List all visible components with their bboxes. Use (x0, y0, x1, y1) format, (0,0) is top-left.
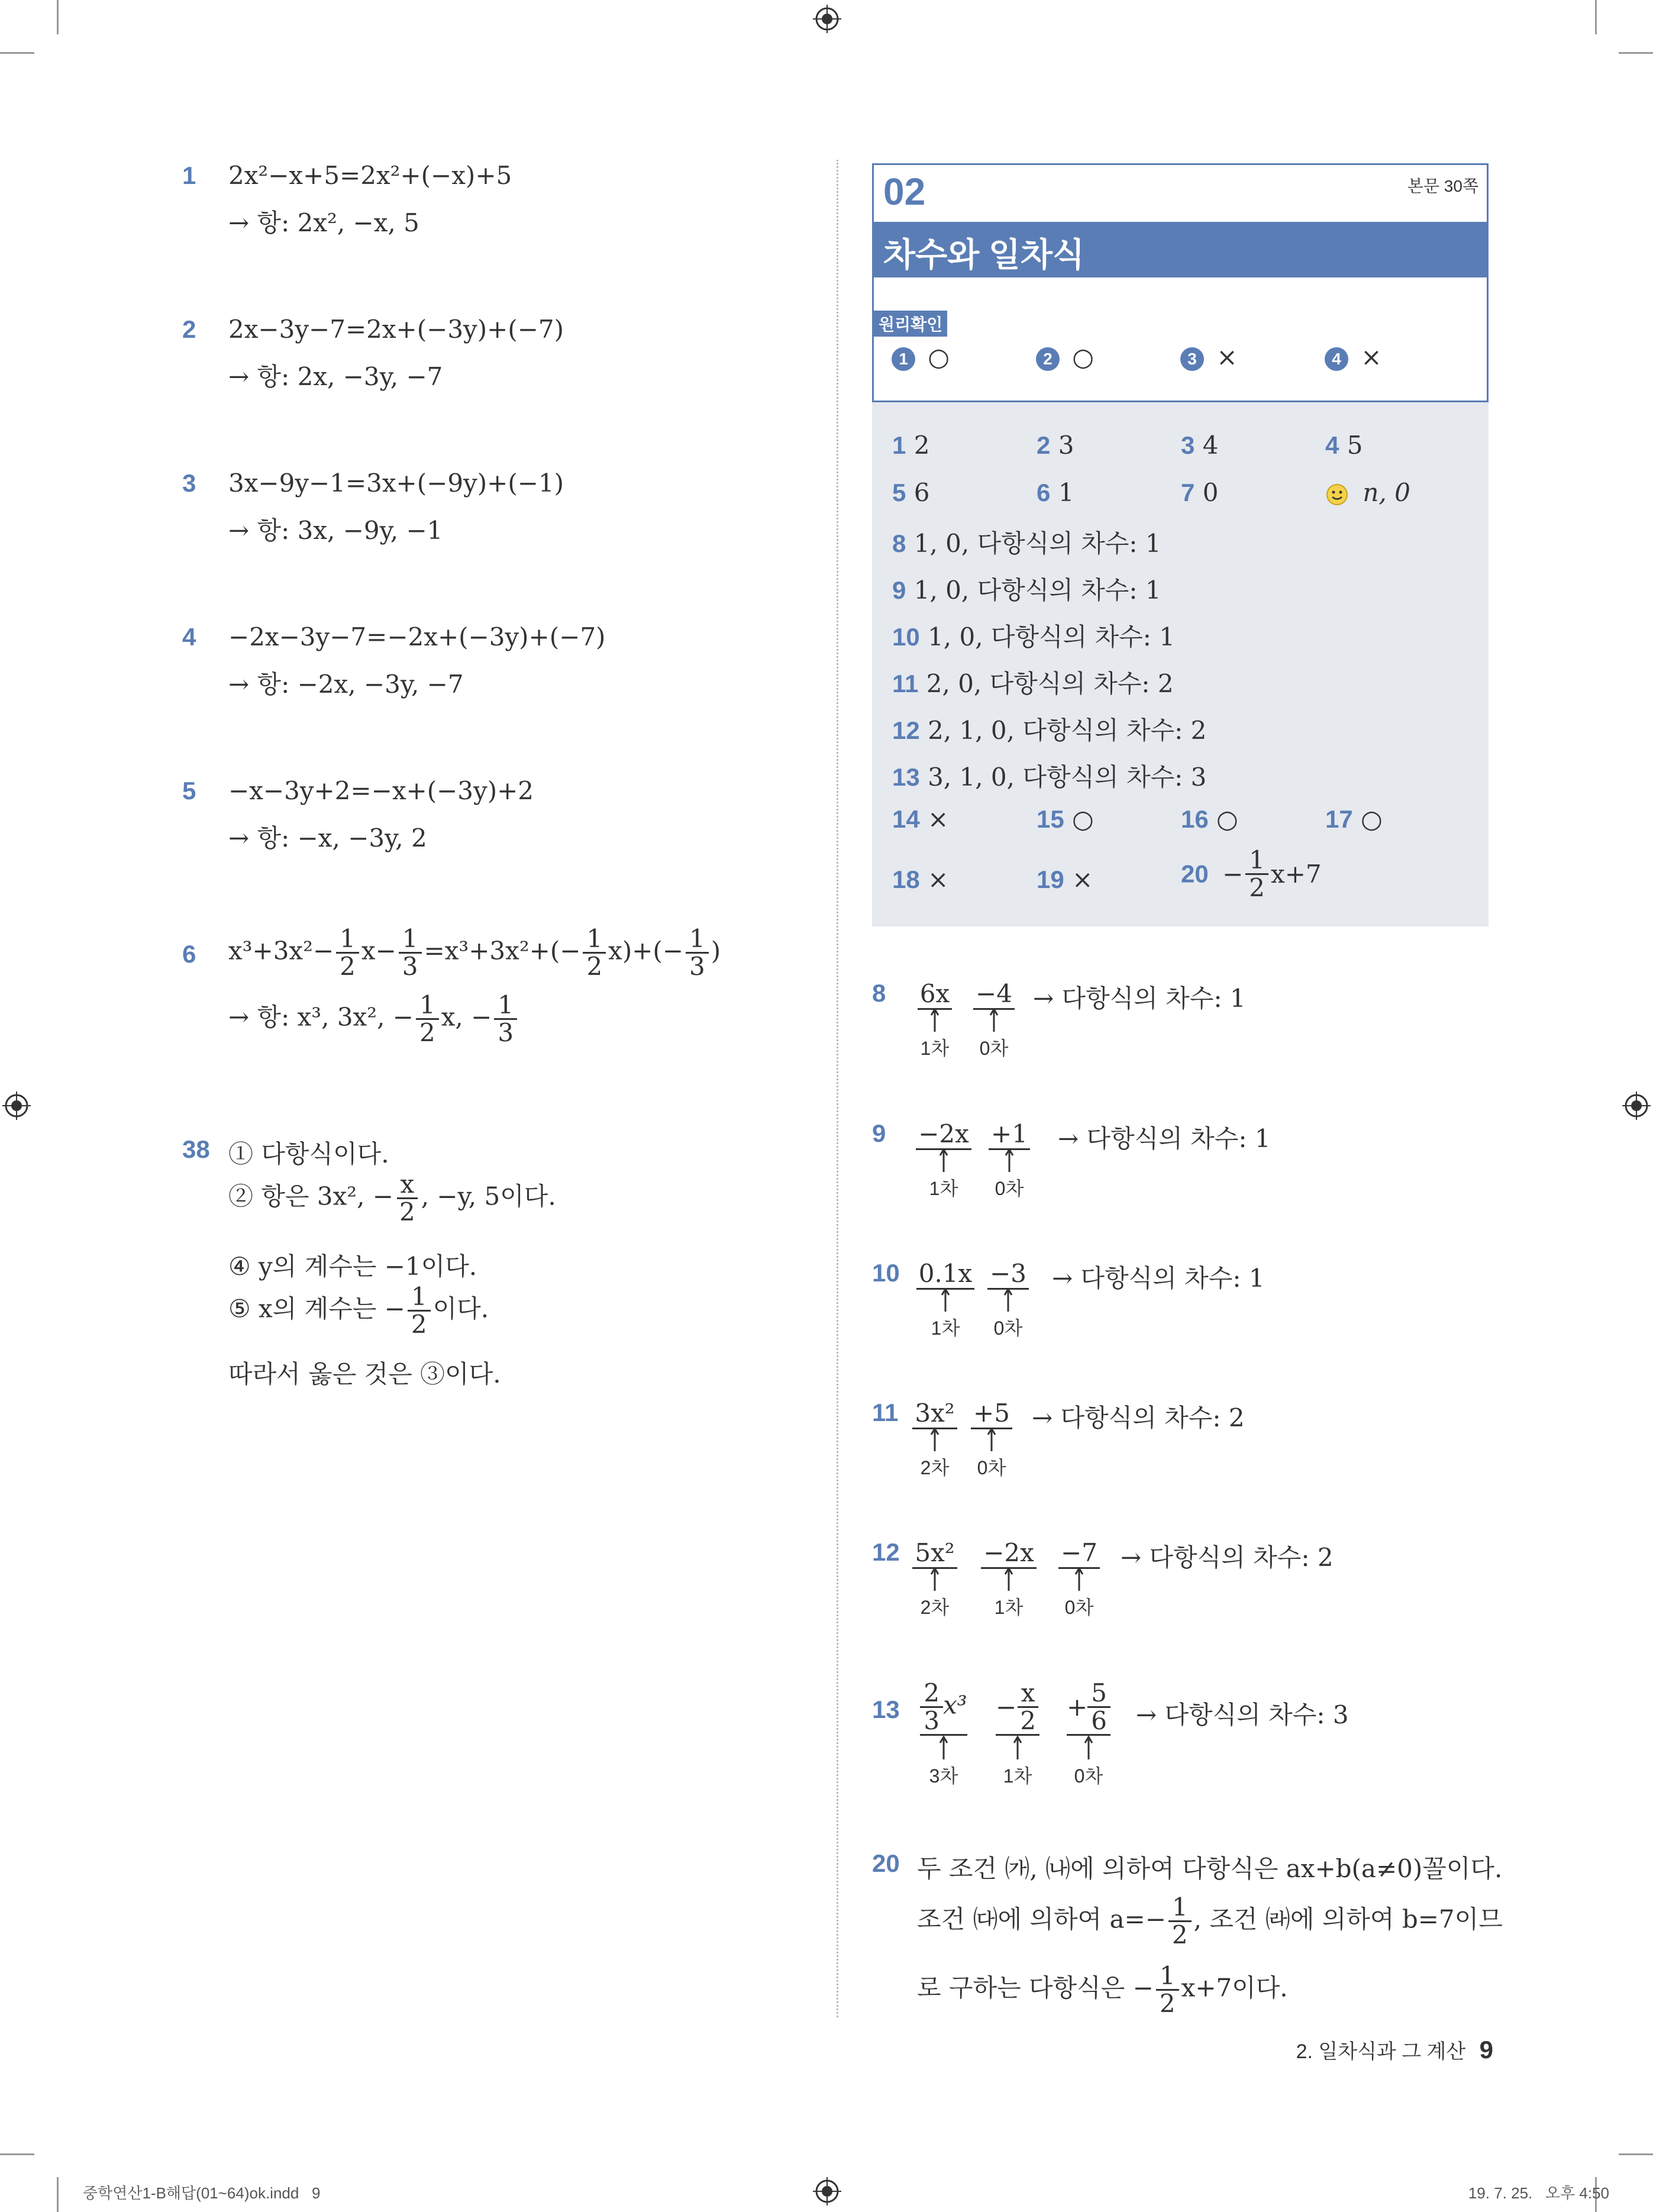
term: −7 0차 (1055, 1538, 1103, 1620)
equation: 2x−3y−7=2x+(−3y)+(−7) (228, 315, 564, 344)
equation: −2x−3y−7=−2x+(−3y)+(−7) (228, 622, 606, 651)
check-item (892, 343, 950, 372)
equation (228, 926, 721, 980)
term: −3 0차 (984, 1259, 1032, 1341)
numerator: 1 (416, 992, 439, 1020)
line-answer: 10 1, 0, 다항식의 차수: 1 (892, 622, 1175, 651)
equation: 3x−9y−1=3x+(−9y)+(−1) (228, 469, 564, 498)
term: $\frac{2}{3}$ x³ 3차 (911, 1680, 976, 1788)
result: → 다항식의 차수: 2 (1032, 1403, 1245, 1432)
denominator: 2 (411, 1310, 427, 1339)
terms-line: → 항: −2x, −3y, −7 (228, 670, 464, 699)
ox-answer: 15 ○ (1037, 805, 1094, 834)
arrow-up-icon (986, 1428, 997, 1451)
numerator: 1 (399, 926, 422, 954)
equation-part: =x³+3x²+(− (424, 936, 581, 965)
denominator: 3 (498, 1018, 514, 1048)
explanation-line: 로 구하는 다항식은 − $\frac{1}{2}$ x+7이다. (917, 1961, 1288, 2019)
explanation-number: 10 (872, 1259, 900, 1287)
answer-3 (182, 469, 564, 545)
fraction (416, 992, 439, 1046)
term: −2x 1차 (976, 1538, 1041, 1620)
denominator: 3 (689, 952, 705, 981)
denominator: 2 (340, 952, 356, 981)
denominator: 2 (419, 1018, 435, 1048)
registration-mark-icon (813, 2177, 841, 2205)
explanation-line: ④ y의 계수는 −1이다. (228, 1252, 477, 1281)
equation-part: x)+(− (608, 936, 684, 965)
term: +1 0차 (986, 1119, 1033, 1201)
answer-38 (182, 1135, 556, 1388)
term: 3x² 2차 (911, 1399, 958, 1480)
answer-number: 2 (182, 315, 196, 343)
denominator: 3 (402, 952, 418, 981)
grid-answer: 4 5 (1325, 431, 1363, 460)
equation: −x−3y+2=−x+(−3y)+2 (228, 776, 534, 805)
file-info: 중학연산1-B해답(01~64)ok.indd 9 (83, 2184, 321, 2202)
numerator: x (397, 1171, 418, 1199)
grid-answer: 5 6 (892, 478, 930, 507)
result: → 다항식의 차수: 1 (1058, 1124, 1271, 1153)
term: 0.1x 1차 (916, 1259, 975, 1341)
result: → 다항식의 차수: 3 (1136, 1700, 1349, 1729)
grid-answer: n, 0 (1325, 478, 1410, 507)
arrow-up-icon (988, 1008, 1000, 1032)
arrow-up-icon (1012, 1736, 1024, 1759)
circled-number-icon: 2 (1036, 347, 1060, 371)
numerator: 1 (336, 926, 359, 954)
answer-4 (182, 622, 606, 699)
terms-line: → 항: 3x, −9y, −1 (228, 516, 443, 545)
term: 5x² 2차 (911, 1538, 958, 1620)
answer-number: 3 (182, 469, 196, 497)
answer-2 (182, 315, 564, 391)
explanation-13 (872, 1680, 1487, 1798)
line-answer: 12 2, 1, 0, 다항식의 차수: 2 (892, 716, 1207, 745)
numerator: 1 (408, 1284, 431, 1312)
explanation-10 (872, 1259, 1487, 1348)
explanation-number: 20 (872, 1849, 900, 1877)
fraction (1156, 1963, 1179, 2017)
check-mark: ○ (928, 343, 950, 372)
terms-part: → 항: x³, 3x², − (228, 1002, 414, 1032)
numerator: 1 (1245, 847, 1268, 875)
check-mark: × (1216, 343, 1238, 372)
circled-number-icon: 1 (892, 347, 915, 371)
section-number: 02 (883, 170, 926, 213)
ox-answer: 19 × (1037, 865, 1093, 894)
answer-number: 38 (182, 1135, 210, 1163)
smiley-icon (1325, 483, 1349, 506)
ox-answer: 18 × (892, 865, 949, 894)
denominator: 2 (1171, 1920, 1188, 1950)
arrow-up-icon (1083, 1736, 1095, 1759)
section-box (872, 163, 1489, 402)
ox-answer: 17 ○ (1325, 805, 1383, 834)
equation-part: ) (711, 936, 721, 965)
concept-check-badge: 원리확인 (874, 311, 947, 337)
print-timestamp: 19. 7. 25. 오후 4:50 (1468, 2184, 1609, 2202)
section-title: 차수와 일차식 (883, 236, 1085, 273)
denominator: 2 (1249, 873, 1265, 903)
check-row (892, 343, 1483, 378)
check-item (1325, 343, 1382, 372)
explanation-line (228, 1284, 489, 1338)
explanation-number: 11 (872, 1399, 899, 1426)
arrow-up-icon (940, 1288, 951, 1312)
answer-5 (182, 776, 534, 852)
text-part: , −y, 5이다. (421, 1181, 556, 1211)
answer-20: 20 − $\frac{1}{2}$ x+7 (1181, 845, 1322, 903)
arrow-up-icon (1003, 1567, 1015, 1591)
explanation-number: 12 (872, 1538, 900, 1566)
numerator: 1 (1156, 1963, 1179, 1991)
denominator: 2 (1159, 1989, 1176, 2019)
arrow-up-icon (938, 1736, 950, 1759)
page-reference: 본문 30쪽 (1407, 177, 1478, 195)
grid-answer: 1 2 (892, 431, 930, 460)
term: −4 0차 (970, 979, 1018, 1061)
term: − $\frac{x}{2}$ 1차 (988, 1680, 1047, 1788)
answer-number: 1 (182, 162, 196, 189)
terms-line (228, 992, 519, 1046)
line-answer: 11 2, 0, 다항식의 차수: 2 (892, 669, 1174, 698)
numerator: 1 (1168, 1894, 1192, 1922)
text-part: 이다. (432, 1294, 489, 1323)
explanation-line: ① 다항식이다. (228, 1139, 389, 1168)
numerator: 1 (583, 926, 606, 954)
denominator: 2 (586, 952, 603, 981)
arrow-up-icon (1073, 1567, 1085, 1591)
text-part: ⑤ x의 계수는 − (228, 1294, 405, 1323)
arrow-up-icon (929, 1008, 941, 1032)
result: → 다항식의 차수: 2 (1121, 1543, 1334, 1572)
answer-number: 5 (182, 777, 196, 805)
arrow-up-icon (938, 1148, 950, 1172)
column-divider (837, 160, 838, 2017)
explanation-line: 따라서 옳은 것은 ③이다. (228, 1360, 501, 1388)
explanation-12 (872, 1538, 1487, 1627)
ox-answer: 16 ○ (1181, 805, 1238, 834)
explanation-number: 9 (872, 1119, 886, 1147)
fraction (1168, 1894, 1192, 1948)
registration-mark-icon (2, 1092, 31, 1120)
fraction (399, 926, 422, 980)
explanation-number: 8 (872, 979, 886, 1007)
terms-line: → 항: 2x, −3y, −7 (228, 362, 443, 391)
explanation-line: 두 조건 ㈎, ㈏에 의하여 다항식은 ax+b(a≠0)꼴이다. (917, 1854, 1503, 1883)
line-answer: 9 1, 0, 다항식의 차수: 1 (892, 576, 1161, 605)
grid-answer: 6 1 (1037, 478, 1074, 507)
equation-part: x³+3x²− (228, 936, 334, 965)
check-item (1036, 343, 1094, 372)
grid-answer: 3 4 (1181, 431, 1219, 460)
equation: 2x²−x+5=2x²+(−x)+5 (228, 161, 512, 190)
check-item (1180, 343, 1238, 372)
terms-line: → 항: 2x², −x, 5 (228, 208, 419, 237)
terms-part: x, − (441, 1002, 492, 1032)
explanation-number: 13 (872, 1696, 900, 1723)
grid-answer: 2 3 (1037, 431, 1074, 460)
answer-1 (182, 161, 512, 237)
registration-mark-icon (1622, 1092, 1651, 1120)
chapter-footer (1296, 2035, 1493, 2064)
fraction (583, 926, 606, 980)
page-number: 9 (1479, 2036, 1493, 2064)
line-answer: 13 3, 1, 0, 다항식의 차수: 3 (892, 763, 1207, 792)
terms-line: → 항: −x, −3y, 2 (228, 824, 427, 852)
grid-answer: 7 0 (1181, 478, 1219, 507)
explanation-line: 조건 ㈐에 의하여 a=− $\frac{1}{2}$ , 조건 ㈑에 의하여 b=7이므 (917, 1893, 1503, 1950)
check-mark: × (1361, 343, 1382, 372)
result: → 다항식의 차수: 1 (1033, 984, 1246, 1013)
term: +5 0차 (968, 1399, 1015, 1480)
answer-number: 6 (182, 940, 196, 968)
answer-number: 4 (182, 623, 196, 651)
denominator: 2 (399, 1197, 415, 1227)
fraction (396, 1171, 419, 1225)
circled-number-icon: 3 (1180, 347, 1204, 371)
check-mark: ○ (1072, 343, 1095, 372)
fraction (686, 926, 709, 980)
answer-panel (872, 402, 1489, 926)
fraction (494, 992, 517, 1046)
explanation-9 (872, 1119, 1487, 1208)
fraction (1245, 847, 1268, 901)
chapter-title: 2. 일차식과 그 계산 (1296, 2040, 1466, 2063)
text-part: ② 항은 3x², − (228, 1181, 393, 1211)
arrow-up-icon (1003, 1148, 1015, 1172)
numerator: 1 (494, 992, 517, 1020)
term: 6x 1차 (911, 979, 958, 1061)
explanation-11 (872, 1399, 1487, 1487)
numerator: 1 (686, 926, 709, 954)
fraction (336, 926, 359, 980)
ox-answer: 14 × (892, 805, 949, 834)
explanation-line (228, 1171, 556, 1225)
fraction (408, 1284, 431, 1338)
equation-part: x− (361, 936, 396, 965)
arrow-up-icon (929, 1567, 941, 1591)
term: + $\frac{5}{6}$ 0차 (1059, 1680, 1118, 1788)
registration-mark-icon (813, 5, 841, 33)
arrow-up-icon (929, 1428, 941, 1451)
explanation-8 (872, 979, 1487, 1068)
circled-number-icon: 4 (1325, 347, 1348, 371)
line-answer: 8 1, 0, 다항식의 차수: 1 (892, 529, 1161, 558)
arrow-up-icon (1002, 1288, 1014, 1312)
term: −2x 1차 (911, 1119, 976, 1201)
result: → 다항식의 차수: 1 (1052, 1264, 1265, 1293)
